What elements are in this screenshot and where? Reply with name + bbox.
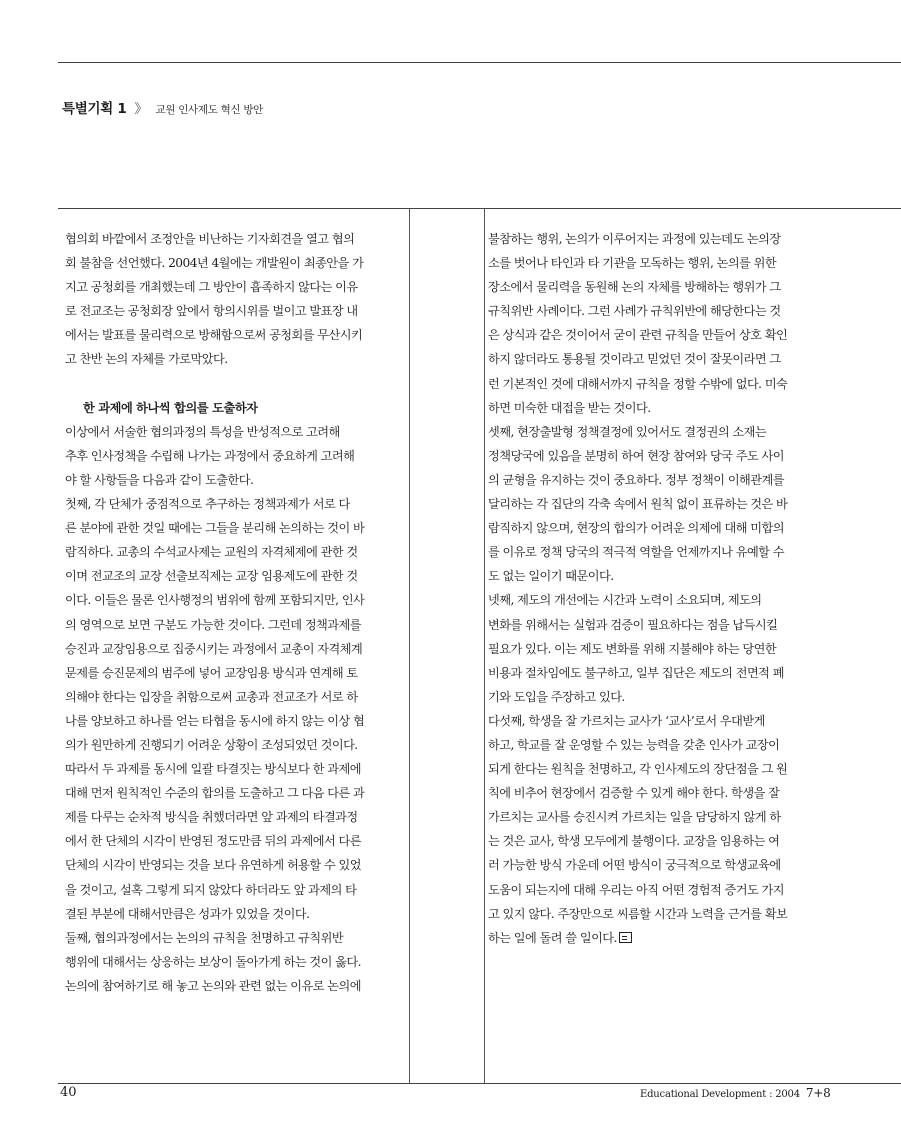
text-line [65,805,405,829]
line-text: 고 찬반 논의 자체를 가로막았다. [65,352,228,367]
text-line [65,757,405,781]
line-text: 람직하지 않으며, 현장의 합의가 어려운 의제에 대해 미합의 [488,521,784,536]
line-text: 한 과제에 하나씩 합의를 도출하자 [83,400,258,415]
text-line [65,950,405,974]
text-line [65,323,405,347]
line-text: 에서는 발표를 물리력으로 방해함으로써 공청회를 무산시키 [65,328,363,343]
text-line [488,540,830,564]
line-text: 의 영역으로 보면 구분도 가능한 것이다. 그런데 정책과제를 [65,617,361,632]
line-text: 논의에 참여하기로 해 놓고 논의와 관련 없는 이유로 논의에 [65,978,361,993]
text-line [65,661,405,685]
line-text: 추후 인사정책을 수립해 나가는 과정에서 중요하게 고려해 [65,448,355,463]
text-line [488,323,830,347]
line-text: 따라서 두 과제를 동시에 일괄 타결짓는 방식보다 한 과제에 [65,762,361,777]
text-line [488,420,830,444]
text-line [65,227,405,251]
line-text: 하고, 학교를 잘 운영할 수 있는 능력을 갖춘 인사가 교장이 [488,737,780,752]
journal-name: Educational Development : 2004 [640,1089,800,1100]
text-line [488,492,830,516]
line-text: 회 불참을 선언했다. 2004년 4월에는 개발원이 최종안을 가 [65,256,364,271]
line-text: 행위에 대해서는 상응하는 보상이 돌아가게 하는 것이 옳다. [65,954,361,969]
footer-rule [58,1083,901,1084]
text-line [65,251,405,275]
line-text: 이며 전교조의 교장 선출보직제는 교장 임용제도에 관한 것 [65,569,358,584]
line-text: 하지 않더라도 통용될 것이라고 믿었던 것이 잘못이라면 그 [488,352,781,367]
section-header [62,97,263,117]
text-line [65,974,405,998]
text-line [65,709,405,733]
line-text: 되게 한다는 원칙을 천명하고, 각 인사제도의 장단점을 그 원 [488,762,788,777]
line-text: 둘째, 협의과정에서는 논의의 규칙을 천명하고 규칙위반 [65,930,344,945]
text-line [488,637,830,661]
journal-issue: 7+8 [805,1086,831,1100]
line-text: 불참하는 행위, 논의가 이루어지는 과정에 있는데도 논의장 [488,232,781,246]
line-text: 하면 미숙한 대접을 받는 것이다. [488,400,651,415]
line-text: 비용과 절차임에도 불구하고, 일부 집단은 제도의 전면적 폐 [488,665,784,680]
text-line [65,902,405,926]
line-text: 단체의 시각이 반영되는 것을 보다 유연하게 허용할 수 있었 [65,858,361,873]
text-line [488,347,830,371]
text-line [488,926,830,950]
line-text: 하는 일에 돌려 쓸 일이다. [488,930,617,945]
line-text: 를 이유로 정책 당국의 적극적 역할을 언제까지나 유예할 수 [488,545,784,560]
text-line [65,829,405,853]
column-divider-right [484,209,485,1084]
text-line [65,444,405,468]
line-text: 대해 먼저 원칙적인 수준의 합의를 도출하고 그 다음 다른 과 [65,786,365,801]
line-text: 승진과 교장임용으로 집중시키는 과정에서 교총이 자격체계 [65,641,363,656]
line-text: 소를 벗어나 타인과 타 기관을 모독하는 행위, 논의를 위한 [488,256,777,271]
line-text: 의해야 한다는 입장을 취함으로써 교총과 전교조가 서로 하 [65,689,358,704]
page-number: 40 [60,1085,77,1100]
line-text: 로 전교조는 공청회장 앞에서 항의시위를 벌이고 발표장 내 [65,304,358,319]
text-line [65,275,405,299]
text-line [65,853,405,877]
line-text: 에서 한 단체의 시각이 반영된 정도만큼 뒤의 과제에서 다른 [65,834,361,849]
line-text: 다섯째, 학생을 잘 가르치는 교사가 ‘교사’로서 우대받게 [488,713,765,728]
section-heading [65,396,405,420]
text-line [65,685,405,709]
text-line [488,372,830,396]
line-text: 을 것이고, 설혹 그렇게 되지 않았다 하더라도 앞 과제의 타 [65,882,357,897]
text-line [488,805,830,829]
series-label: 특별기획 1 [62,101,127,117]
text-line [65,781,405,805]
line-text: 도움이 되는지에 대해 우리는 아직 어떤 경험적 증거도 가지 [488,882,784,897]
line-text: 야 할 사항들을 다음과 같이 도출한다. [65,472,254,487]
text-line [65,516,405,540]
line-text: 런 기본적인 것에 대해서까지 규칙을 정할 수밖에 없다. 미숙 [488,376,788,391]
line-text: 협의회 바깥에서 조정안을 비난하는 기자회견을 열고 협의 [65,232,355,246]
line-text: 의 균형을 유지하는 것이 중요하다. 정부 정책이 이해관계를 [488,472,784,487]
left-column [65,227,405,998]
line-text: 의가 원만하게 진행되기 어려운 상황이 조성되었던 것이다. [65,737,358,752]
text-line [488,878,830,902]
line-text: 기와 도입을 주장하고 있다. [488,689,625,704]
line-text: 도 없는 일이기 때문이다. [488,569,614,584]
line-text: 제를 다루는 순차적 방식을 취했더라면 앞 과제의 타결과정 [65,810,358,825]
text-line [488,468,830,492]
text-line [488,275,830,299]
text-line [488,613,830,637]
top-rule [58,62,901,63]
text-line [65,372,405,396]
journal-footer [640,1086,831,1100]
text-line [488,661,830,685]
text-line [65,564,405,588]
column-divider-left [409,209,410,1084]
text-line [488,685,830,709]
text-line [488,902,830,926]
text-line [488,853,830,877]
text-line [488,564,830,588]
text-line [65,637,405,661]
line-text: 변화를 위해서는 실험과 검증이 필요하다는 점을 납득시킬 [488,617,778,632]
right-column [488,227,830,950]
text-line [488,299,830,323]
text-line [488,251,830,275]
text-line [65,347,405,371]
line-text: 지고 공청회를 개최했는데 그 방안이 흡족하지 않다는 이유 [65,280,358,295]
line-text: 정책당국에 있음을 분명히 하여 현장 참여와 당국 주도 사이 [488,448,784,463]
line-text: 람직하다. 교총의 수석교사제는 교원의 자격체제에 관한 것 [65,545,358,560]
text-line [65,540,405,564]
double-chevron-icon: 》 [134,102,146,117]
text-line [65,588,405,612]
text-line [488,709,830,733]
line-text: 첫째, 각 단체가 중점적으로 추구하는 정책과제가 서로 다 [65,497,350,512]
section-subtitle: 교원 인사제도 혁신 방안 [155,104,264,116]
text-line [488,781,830,805]
line-text: 이상에서 서술한 협의과정의 특성을 반성적으로 고려해 [65,424,340,439]
text-line [65,492,405,516]
text-line [65,878,405,902]
line-text: 이다. 이들은 물론 인사행정의 범위에 함께 포함되지만, 인사 [65,593,365,608]
end-mark-icon [619,932,632,943]
line-text: 나를 양보하고 하나를 얻는 타협을 동시에 하지 않는 이상 협 [65,713,365,728]
line-text: 셋째, 현장출발형 정책결정에 있어서도 결정권의 소재는 [488,424,767,439]
line-text: 고 있지 않다. 주장만으로 씨름할 시간과 노력을 근거를 확보 [488,906,788,921]
line-text: 가르치는 교사를 승진시켜 가르치는 일을 담당하지 않게 하 [488,810,781,825]
line-text: 문제를 승진문제의 범주에 넣어 교장임용 방식과 연계해 토 [65,665,358,680]
text-line [65,468,405,492]
text-line [65,613,405,637]
text-line [488,516,830,540]
line-text: 장소에서 물리력을 동원해 논의 자체를 방해하는 행위가 그 [488,280,781,295]
text-line [65,733,405,757]
header-bottom-rule [58,208,901,209]
text-line [488,733,830,757]
line-text: 러 가능한 방식 가운데 어떤 방식이 궁극적으로 학생교육에 [488,858,781,873]
line-text: 달리하는 각 집단의 각축 속에서 원칙 없이 표류하는 것은 바 [488,497,788,512]
line-text: 른 분야에 관한 것일 때에는 그들을 분리해 논의하는 것이 바 [65,521,365,536]
line-text: 은 상식과 같은 것이어서 굳이 관련 규칙을 만들어 상호 확인 [488,328,788,343]
text-line [488,588,830,612]
line-text: 넷째, 제도의 개선에는 시간과 노력이 소요되며, 제도의 [488,593,762,608]
text-line [65,420,405,444]
text-line [488,227,830,251]
line-text: 결된 부분에 대해서만큼은 성과가 있었을 것이다. [65,906,310,921]
line-text: 필요가 있다. 이는 제도 변화를 위해 지불해야 하는 당연한 [488,641,777,656]
text-line [65,926,405,950]
text-line [488,396,830,420]
line-text: 칙에 비추어 현장에서 검증할 수 있게 해야 한다. 학생을 잘 [488,786,780,801]
text-line [65,299,405,323]
text-line [488,757,830,781]
line-text: 는 것은 교사, 학생 모두에게 불행이다. 교장을 임용하는 여 [488,834,780,849]
text-line [488,444,830,468]
line-text: 규칙위반 사례이다. 그런 사례가 규칙위반에 해당한다는 것 [488,304,781,319]
text-line [488,829,830,853]
